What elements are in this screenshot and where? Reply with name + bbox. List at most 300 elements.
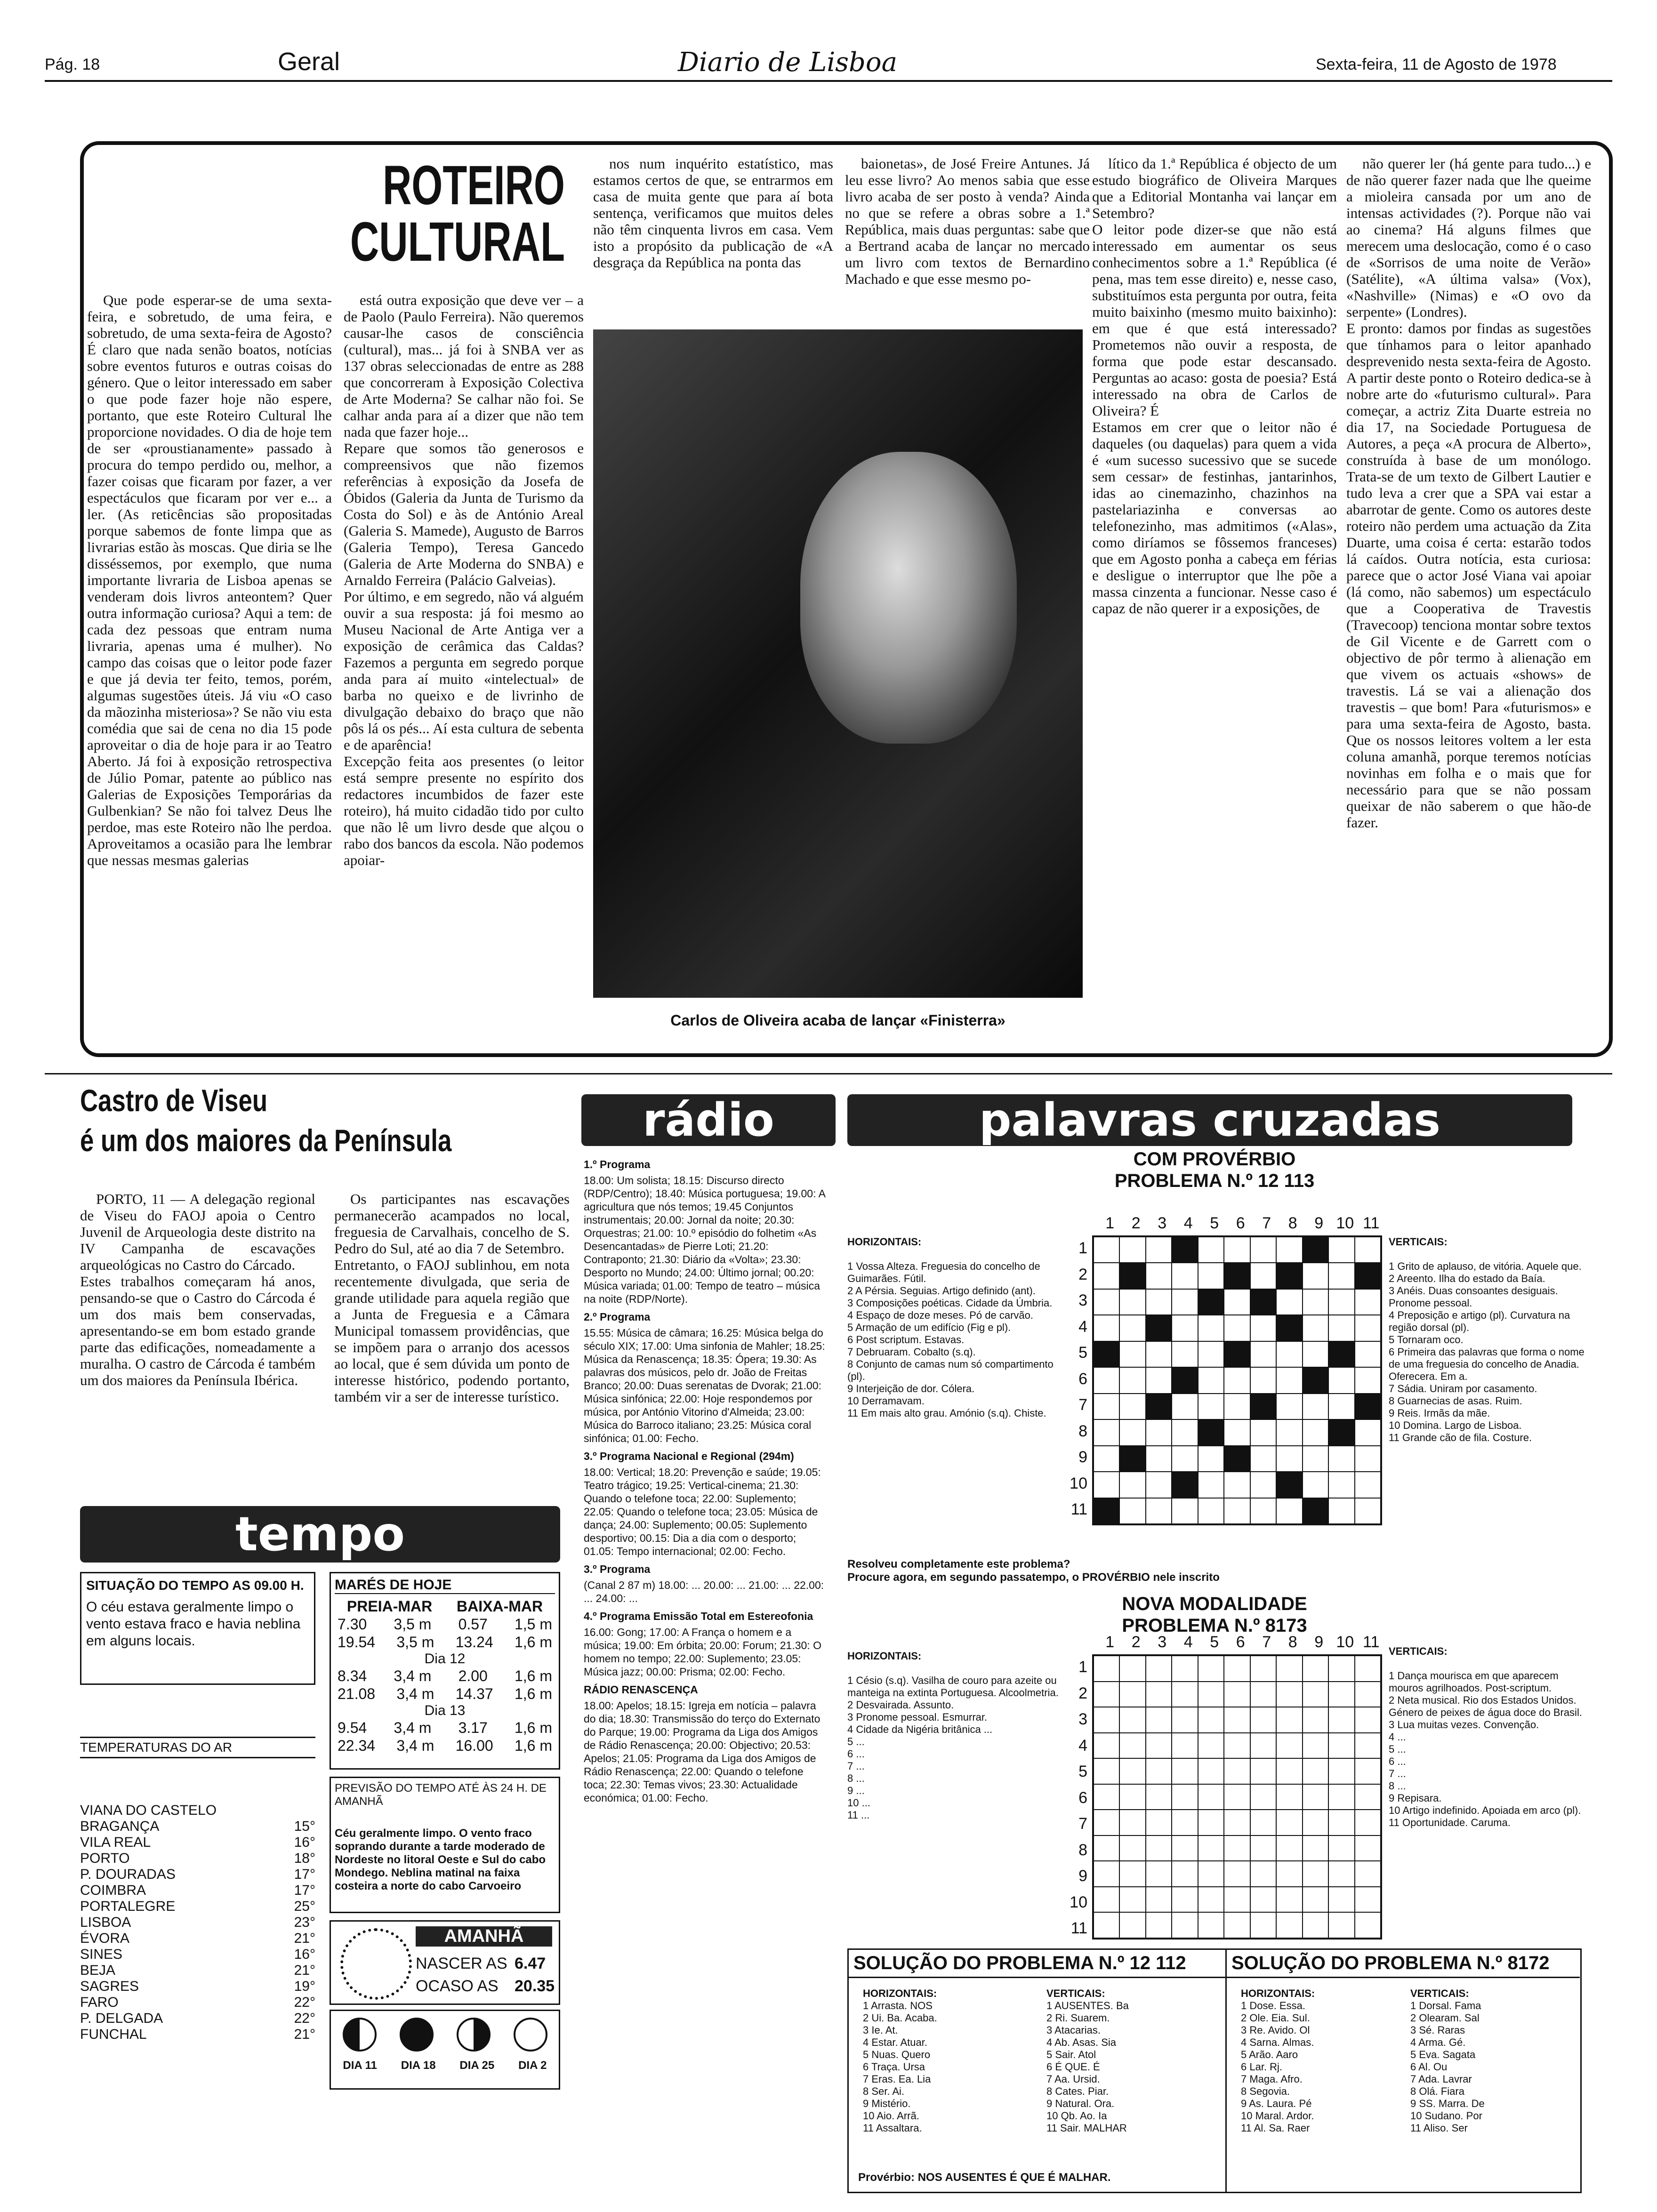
grid-cell[interactable] bbox=[1198, 1367, 1224, 1393]
grid-cell[interactable] bbox=[1250, 1472, 1276, 1498]
grid-cell[interactable] bbox=[1146, 1656, 1172, 1682]
grid-cell[interactable] bbox=[1250, 1810, 1276, 1835]
grid-cell[interactable] bbox=[1303, 1656, 1328, 1682]
crossword-grid-2[interactable] bbox=[1092, 1654, 1382, 1940]
temperature-place: FARO bbox=[80, 1995, 119, 2010]
grid-cell[interactable] bbox=[1224, 1656, 1250, 1682]
grid-cell[interactable] bbox=[1250, 1315, 1276, 1341]
temperature-place: PORTO bbox=[80, 1851, 130, 1866]
grid-cell[interactable] bbox=[1172, 1446, 1198, 1472]
grid-cell[interactable] bbox=[1119, 1682, 1145, 1707]
grid-cell[interactable] bbox=[1146, 1733, 1172, 1759]
grid-cell[interactable] bbox=[1355, 1446, 1381, 1472]
grid-cell[interactable] bbox=[1119, 1656, 1145, 1682]
grid-cell[interactable] bbox=[1146, 1861, 1172, 1887]
grid-row-number: 10 bbox=[1070, 1893, 1087, 1911]
grid-cell[interactable] bbox=[1172, 1861, 1198, 1887]
grid-cell[interactable] bbox=[1094, 1263, 1119, 1289]
grid-cell[interactable] bbox=[1094, 1446, 1119, 1472]
grid-cell[interactable] bbox=[1328, 1656, 1354, 1682]
grid-column-number: 2 bbox=[1131, 1633, 1141, 1651]
grid-cell[interactable] bbox=[1328, 1237, 1354, 1263]
grid-black-cell bbox=[1276, 1263, 1302, 1289]
grid-cell[interactable] bbox=[1328, 1784, 1354, 1810]
grid-cell[interactable] bbox=[1250, 1446, 1276, 1472]
grid-cell[interactable] bbox=[1119, 1835, 1145, 1861]
grid-cell[interactable] bbox=[1303, 1289, 1328, 1315]
tide-value: 21.08 bbox=[338, 1685, 376, 1702]
temperature-place: SAGRES bbox=[80, 1979, 139, 1994]
grid-cell[interactable] bbox=[1094, 1758, 1119, 1784]
grid-cell[interactable] bbox=[1224, 1835, 1250, 1861]
grid-cell[interactable] bbox=[1328, 1315, 1354, 1341]
grid-cell[interactable] bbox=[1198, 1394, 1224, 1419]
grid-cell[interactable] bbox=[1146, 1419, 1172, 1445]
temperature-place: VILA REAL bbox=[80, 1835, 151, 1850]
grid-cell[interactable] bbox=[1146, 1367, 1172, 1393]
grid-cell[interactable] bbox=[1276, 1810, 1302, 1835]
grid-cell[interactable] bbox=[1119, 1733, 1145, 1759]
grid-cell[interactable] bbox=[1328, 1682, 1354, 1707]
temperature-place: SINES bbox=[80, 1947, 123, 1962]
grid-cell[interactable] bbox=[1224, 1733, 1250, 1759]
grid-cell[interactable] bbox=[1276, 1707, 1302, 1733]
grid-cell[interactable] bbox=[1355, 1784, 1381, 1810]
p1-row-numbers bbox=[1069, 1235, 1087, 1523]
grid-cell[interactable] bbox=[1303, 1758, 1328, 1784]
grid-cell[interactable] bbox=[1303, 1682, 1328, 1707]
grid-cell[interactable] bbox=[1303, 1912, 1328, 1938]
grid-cell[interactable] bbox=[1276, 1289, 1302, 1315]
grid-cell[interactable] bbox=[1172, 1315, 1198, 1341]
grid-cell[interactable] bbox=[1146, 1682, 1172, 1707]
grid-cell[interactable] bbox=[1250, 1656, 1276, 1682]
grid-cell[interactable] bbox=[1198, 1315, 1224, 1341]
tide-value: 3.17 bbox=[458, 1719, 488, 1736]
grid-cell[interactable] bbox=[1355, 1733, 1381, 1759]
grid-cell[interactable] bbox=[1224, 1394, 1250, 1419]
grid-cell[interactable] bbox=[1276, 1861, 1302, 1887]
grid-cell[interactable] bbox=[1355, 1498, 1381, 1524]
grid-cell[interactable] bbox=[1119, 1237, 1145, 1263]
grid-cell[interactable] bbox=[1119, 1315, 1145, 1341]
castro-title-2: é um dos maiores da Península bbox=[80, 1123, 452, 1158]
grid-cell[interactable] bbox=[1303, 1315, 1328, 1341]
grid-cell[interactable] bbox=[1119, 1498, 1145, 1524]
grid-cell[interactable] bbox=[1094, 1656, 1119, 1682]
grid-cell[interactable] bbox=[1328, 1289, 1354, 1315]
grid-cell[interactable] bbox=[1119, 1289, 1145, 1315]
grid-cell[interactable] bbox=[1146, 1912, 1172, 1938]
grid-cell[interactable] bbox=[1303, 1784, 1328, 1810]
grid-cell[interactable] bbox=[1355, 1341, 1381, 1367]
grid-cell[interactable] bbox=[1094, 1237, 1119, 1263]
grid-cell[interactable] bbox=[1250, 1341, 1276, 1367]
grid-row-number: 8 bbox=[1078, 1422, 1087, 1440]
grid-cell[interactable] bbox=[1094, 1835, 1119, 1861]
grid-cell[interactable] bbox=[1355, 1810, 1381, 1835]
grid-cell[interactable] bbox=[1172, 1758, 1198, 1784]
grid-cell[interactable] bbox=[1119, 1472, 1145, 1498]
grid-cell[interactable] bbox=[1303, 1394, 1328, 1419]
grid-cell[interactable] bbox=[1303, 1472, 1328, 1498]
grid-cell[interactable] bbox=[1146, 1289, 1172, 1315]
grid-cell[interactable] bbox=[1276, 1367, 1302, 1393]
grid-cell[interactable] bbox=[1172, 1707, 1198, 1733]
grid-cell[interactable] bbox=[1172, 1912, 1198, 1938]
grid-cell[interactable] bbox=[1172, 1394, 1198, 1419]
grid-cell[interactable] bbox=[1198, 1835, 1224, 1861]
temperature-place: P. DELGADA bbox=[80, 2011, 163, 2026]
radio-section-title: 3.º Programa Nacional e Regional (294m) bbox=[584, 1450, 794, 1462]
grid-cell[interactable] bbox=[1328, 1887, 1354, 1913]
grid-cell[interactable] bbox=[1276, 1835, 1302, 1861]
castro-title-1: Castro de Viseu bbox=[80, 1083, 268, 1118]
grid-cell[interactable] bbox=[1355, 1861, 1381, 1887]
amanha-label: AMANHÃ bbox=[416, 1926, 552, 1947]
grid-cell[interactable] bbox=[1328, 1810, 1354, 1835]
grid-cell[interactable] bbox=[1276, 1758, 1302, 1784]
grid-cell[interactable] bbox=[1303, 1419, 1328, 1445]
grid-cell[interactable] bbox=[1328, 1446, 1354, 1472]
grid-cell[interactable] bbox=[1119, 1367, 1145, 1393]
temperature-value: 17° bbox=[294, 1867, 315, 1882]
grid-cell[interactable] bbox=[1224, 1784, 1250, 1810]
grid-cell[interactable] bbox=[1198, 1758, 1224, 1784]
grid-cell[interactable] bbox=[1146, 1341, 1172, 1367]
grid-row-number: 6 bbox=[1078, 1788, 1087, 1807]
grid-cell[interactable] bbox=[1172, 1733, 1198, 1759]
p2-title: PROBLEMA N.º 8173 bbox=[1122, 1615, 1307, 1636]
grid-cell[interactable] bbox=[1146, 1237, 1172, 1263]
grid-cell[interactable] bbox=[1355, 1419, 1381, 1445]
grid-cell[interactable] bbox=[1146, 1810, 1172, 1835]
grid-column-number: 10 bbox=[1336, 1633, 1354, 1651]
grid-cell[interactable] bbox=[1355, 1912, 1381, 1938]
grid-row-number: 4 bbox=[1078, 1736, 1087, 1755]
grid-cell[interactable] bbox=[1276, 1419, 1302, 1445]
grid-cell[interactable] bbox=[1250, 1733, 1276, 1759]
grid-cell[interactable] bbox=[1119, 1784, 1145, 1810]
grid-cell[interactable] bbox=[1224, 1912, 1250, 1938]
grid-cell[interactable] bbox=[1094, 1707, 1119, 1733]
tide-value: 1,6 m bbox=[514, 1667, 552, 1684]
grid-cell[interactable] bbox=[1094, 1472, 1119, 1498]
grid-cell[interactable] bbox=[1303, 1263, 1328, 1289]
grid-row-number: 1 bbox=[1078, 1239, 1087, 1257]
grid-cell[interactable] bbox=[1198, 1341, 1224, 1367]
grid-cell[interactable] bbox=[1224, 1682, 1250, 1707]
grid-cell[interactable] bbox=[1355, 1656, 1381, 1682]
tide-row bbox=[335, 1667, 555, 1685]
grid-cell[interactable] bbox=[1224, 1472, 1250, 1498]
grid-cell[interactable] bbox=[1172, 1289, 1198, 1315]
grid-cell[interactable] bbox=[1094, 1912, 1119, 1938]
crossword-grid-1[interactable] bbox=[1092, 1235, 1382, 1525]
p2-col-numbers bbox=[1097, 1633, 1426, 1651]
grid-cell[interactable] bbox=[1119, 1887, 1145, 1913]
radio-section-text: 16.00: Gong; 17.00: A França o homem e a música; 19.00: Em órbita; 20.00: Forum; 21.30: O homem no tempo; 22.00: Suplemento; 23.05: Música jazz; 00.00: Prisma; 02.00: Fecho. bbox=[584, 1626, 821, 1678]
grid-cell[interactable] bbox=[1224, 1887, 1250, 1913]
grid-cell[interactable] bbox=[1250, 1861, 1276, 1887]
temperature-row bbox=[80, 2011, 315, 2027]
grid-cell[interactable] bbox=[1198, 1237, 1224, 1263]
grid-cell[interactable] bbox=[1355, 1289, 1381, 1315]
grid-cell[interactable] bbox=[1303, 1861, 1328, 1887]
grid-cell[interactable] bbox=[1198, 1263, 1224, 1289]
grid-cell[interactable] bbox=[1303, 1341, 1328, 1367]
temperature-value: 15° bbox=[294, 1819, 315, 1834]
grid-cell[interactable] bbox=[1328, 1707, 1354, 1733]
grid-cell[interactable] bbox=[1224, 1315, 1250, 1341]
grid-cell[interactable] bbox=[1276, 1887, 1302, 1913]
grid-cell[interactable] bbox=[1224, 1367, 1250, 1393]
grid-cell[interactable] bbox=[1198, 1446, 1224, 1472]
grid-cell[interactable] bbox=[1094, 1733, 1119, 1759]
tide-value: 1,6 m bbox=[514, 1737, 552, 1754]
temperature-place: PORTALEGRE bbox=[80, 1899, 176, 1914]
grid-cell[interactable] bbox=[1250, 1367, 1276, 1393]
grid-cell[interactable] bbox=[1328, 1498, 1354, 1524]
grid-cell[interactable] bbox=[1276, 1912, 1302, 1938]
grid-cell[interactable] bbox=[1198, 1810, 1224, 1835]
previsao-title: PREVISÃO DO TEMPO ATÉ ÀS 24 H. DE AMANHÃ bbox=[335, 1782, 547, 1808]
p2-row-numbers bbox=[1069, 1654, 1087, 1942]
grid-cell[interactable] bbox=[1276, 1733, 1302, 1759]
radio-section-title: 2.º Programa bbox=[584, 1311, 651, 1323]
castro-col-1: PORTO, 11 — A delegação regional de Viseu do FAOJ apoia o Centro Juvenil de Arqueologia deste distrito na IV Campanha de escavações arqueológicas no Castro do Cárcado. Estes trabalhos começaram há anos, pensando-se que o Castro do Cárcoda é um dos mais bem conservadas, apresentando-se em bom estado grande parte das edificações, nomeadamente a muralha. O castro de Cárcoda é também um dos maiores da Península Ibérica. bbox=[80, 1191, 315, 1388]
grid-cell[interactable] bbox=[1328, 1861, 1354, 1887]
grid-cell[interactable] bbox=[1328, 1263, 1354, 1289]
radio-section-text: 18.00: Apelos; 18.15: Igreja em notícia – palavra do dia; 18.30: Transmissão do terço do Externato do Parque; 19.00: Programa da Liga dos Amigos de Rádio Renascença; 20.00: Objectivo; 20.53: Apelos; 21.05: Programa da Liga dos Amigos de Rádio Renascença; 22.00: Quando o telefone toca; 22.30: Temas vivos; 23.30: Actualidade económica; 01.00: Fecho. bbox=[584, 1699, 820, 1804]
radio-section-text: 18.00: Vertical; 18.20: Prevenção e saúde; 19.05: Teatro trágico; 19.25: Vertical-cinema; 21.30: Quando o telefone toca; 22.00: Suplemento; 22.05: Quando o telefone toca; 23.05: Música de dança; 24.00: Suplemento; 00.05: Suplemento desportivo; 00.15: Dia a dia com o desporto; 01.05: Tempo internacional; 02.00: Fecho. bbox=[584, 1466, 821, 1557]
grid-cell[interactable] bbox=[1328, 1394, 1354, 1419]
grid-cell[interactable] bbox=[1198, 1733, 1224, 1759]
grid-cell[interactable] bbox=[1198, 1707, 1224, 1733]
grid-cell[interactable] bbox=[1250, 1887, 1276, 1913]
grid-cell[interactable] bbox=[1119, 1758, 1145, 1784]
grid-cell[interactable] bbox=[1119, 1707, 1145, 1733]
tide-value: 2.00 bbox=[458, 1667, 488, 1684]
grid-cell[interactable] bbox=[1119, 1861, 1145, 1887]
grid-cell[interactable] bbox=[1172, 1341, 1198, 1367]
grid-cell[interactable] bbox=[1146, 1887, 1172, 1913]
situacao-box bbox=[80, 1572, 315, 1685]
grid-cell[interactable] bbox=[1146, 1707, 1172, 1733]
grid-cell[interactable] bbox=[1172, 1263, 1198, 1289]
grid-cell[interactable] bbox=[1355, 1707, 1381, 1733]
radio-listing bbox=[584, 1153, 828, 2203]
moon-day-label: DIA 18 bbox=[401, 2059, 436, 2072]
grid-cell[interactable] bbox=[1094, 1861, 1119, 1887]
grid-cell[interactable] bbox=[1250, 1835, 1276, 1861]
grid-cell[interactable] bbox=[1224, 1707, 1250, 1733]
grid-cell[interactable] bbox=[1094, 1419, 1119, 1445]
grid-cell[interactable] bbox=[1250, 1758, 1276, 1784]
grid-cell[interactable] bbox=[1303, 1810, 1328, 1835]
grid-cell[interactable] bbox=[1224, 1498, 1250, 1524]
grid-cell[interactable] bbox=[1094, 1289, 1119, 1315]
temperature-place: P. DOURADAS bbox=[80, 1867, 176, 1882]
grid-cell[interactable] bbox=[1250, 1237, 1276, 1263]
grid-cell[interactable] bbox=[1276, 1237, 1302, 1263]
grid-cell[interactable] bbox=[1119, 1419, 1145, 1445]
grid-cell[interactable] bbox=[1198, 1656, 1224, 1682]
temperature-value: 19° bbox=[294, 1979, 315, 1994]
grid-cell[interactable] bbox=[1094, 1315, 1119, 1341]
grid-black-cell bbox=[1303, 1498, 1328, 1524]
grid-cell[interactable] bbox=[1303, 1733, 1328, 1759]
tide-row bbox=[335, 1685, 555, 1703]
grid-cell[interactable] bbox=[1276, 1784, 1302, 1810]
grid-cell[interactable] bbox=[1198, 1498, 1224, 1524]
temperature-value: 18° bbox=[294, 1851, 315, 1866]
tide-value: 1,5 m bbox=[514, 1616, 552, 1633]
grid-black-cell bbox=[1276, 1472, 1302, 1498]
grid-cell[interactable] bbox=[1276, 1446, 1302, 1472]
grid-cell[interactable] bbox=[1303, 1446, 1328, 1472]
grid-column-number: 11 bbox=[1363, 1633, 1380, 1651]
grid-cell[interactable] bbox=[1094, 1682, 1119, 1707]
grid-cell[interactable] bbox=[1355, 1472, 1381, 1498]
grid-cell[interactable] bbox=[1276, 1394, 1302, 1419]
grid-cell[interactable] bbox=[1328, 1472, 1354, 1498]
grid-column-number: 5 bbox=[1210, 1214, 1219, 1232]
grid-black-cell bbox=[1303, 1237, 1328, 1263]
temperature-row bbox=[80, 1899, 315, 1915]
grid-cell[interactable] bbox=[1355, 1315, 1381, 1341]
grid-cell[interactable] bbox=[1146, 1758, 1172, 1784]
grid-cell[interactable] bbox=[1250, 1784, 1276, 1810]
grid-cell[interactable] bbox=[1224, 1758, 1250, 1784]
grid-cell[interactable] bbox=[1198, 1472, 1224, 1498]
tide-value: 14.37 bbox=[455, 1685, 493, 1702]
grid-cell[interactable] bbox=[1146, 1472, 1172, 1498]
grid-cell[interactable] bbox=[1119, 1912, 1145, 1938]
grid-cell[interactable] bbox=[1146, 1263, 1172, 1289]
grid-cell[interactable] bbox=[1328, 1367, 1354, 1393]
grid-cell[interactable] bbox=[1146, 1835, 1172, 1861]
grid-cell[interactable] bbox=[1094, 1394, 1119, 1419]
grid-black-cell bbox=[1172, 1367, 1198, 1393]
grid-black-cell bbox=[1276, 1315, 1302, 1341]
grid-cell[interactable] bbox=[1198, 1682, 1224, 1707]
grid-cell[interactable] bbox=[1094, 1784, 1119, 1810]
radio-section-text: 18.00: Um solista; 18.15: Discurso directo (RDP/Centro); 18.40: Música portuguesa; 19.00: A agricultura que nós temos; 19.45 Conjuntos instrumentais; 20.00: Jornal da noite; 20.30: Orquestras; 21.00: 10.º episódio do folhetim «As Desencantadas» de Pierre Loti; 21.20: Contraponto; 21.30: Diário da «Volta»; 23.30: Desporto no Mundo; 24.00: Último jornal; 00.20: Música variada; 01.00: Tempo de teatro – música na noite (RDP/Norte). bbox=[584, 1174, 825, 1305]
grid-black-cell bbox=[1172, 1237, 1198, 1263]
grid-cell[interactable] bbox=[1328, 1733, 1354, 1759]
roteiro-col-5: lítico da 1.ª República é objecto de um estudo biográfico de Oliveira Marques que a Editorial Montanha vai lançar em Setembro? O leitor pode dizer-se que não está interessado em aumentar os seus conhecimentos sobre a 1.ª República (é pena, mas tem esse direito) e, nesse caso, substituímos esta pergunta por outra, feita muito baixinho (mesmo muito baixinho): em que é que está interessado? Prometemos não ouvir a resposta, de forma que pode estar descansado. Perguntas ao acaso: gosta de poesia? Está interessado na obra de Carlos de Oliveira? É Estamos em crer que o leitor não é daqueles (ou daquelas) para quem a vida é «um sucesso sucessivo que se sucede sem cessar» de festinhas, jantarinhos, idas ao cinemazinho, chazinhos na pastelariazinha e conversas ao telefonezinho, mas admitimos («Alas», como diríamos se fôssemos franceses) que em Agosto ponha a cabeça em férias e desligue o interruptor que lhe põe a massa cinzenta a funcionar. Nesse caso é capaz de não querer ir a exposições, de bbox=[1092, 155, 1337, 617]
photo-caption: Carlos de Oliveira acaba de lançar «Finisterra» bbox=[670, 1012, 1005, 1029]
grid-cell[interactable] bbox=[1250, 1682, 1276, 1707]
moon-phase-icon bbox=[514, 2018, 547, 2052]
grid-cell[interactable] bbox=[1172, 1498, 1198, 1524]
moon-day-label: DIA 25 bbox=[459, 2059, 495, 2072]
grid-cell[interactable] bbox=[1094, 1887, 1119, 1913]
grid-cell[interactable] bbox=[1198, 1861, 1224, 1887]
grid-cell[interactable] bbox=[1172, 1784, 1198, 1810]
temperature-row bbox=[80, 1995, 315, 2011]
grid-cell[interactable] bbox=[1224, 1237, 1250, 1263]
grid-cell[interactable] bbox=[1094, 1367, 1119, 1393]
grid-cell[interactable] bbox=[1328, 1835, 1354, 1861]
grid-column-number: 1 bbox=[1105, 1214, 1115, 1232]
grid-column-number: 3 bbox=[1158, 1214, 1167, 1232]
grid-cell[interactable] bbox=[1119, 1394, 1145, 1419]
tide-row bbox=[335, 1615, 555, 1633]
grid-cell[interactable] bbox=[1146, 1498, 1172, 1524]
grid-cell[interactable] bbox=[1250, 1707, 1276, 1733]
tide-value: 9.54 bbox=[338, 1719, 367, 1736]
grid-cell[interactable] bbox=[1355, 1367, 1381, 1393]
grid-cell[interactable] bbox=[1250, 1419, 1276, 1445]
grid-row-number: 2 bbox=[1078, 1265, 1087, 1283]
grid-cell[interactable] bbox=[1328, 1758, 1354, 1784]
mares-box bbox=[330, 1572, 560, 1770]
mares-title: MARÉS DE HOJE bbox=[335, 1577, 555, 1594]
grid-cell[interactable] bbox=[1198, 1887, 1224, 1913]
grid-cell[interactable] bbox=[1355, 1758, 1381, 1784]
grid-cell[interactable] bbox=[1328, 1912, 1354, 1938]
grid-cell[interactable] bbox=[1172, 1835, 1198, 1861]
grid-cell[interactable] bbox=[1224, 1810, 1250, 1835]
grid-cell[interactable] bbox=[1198, 1784, 1224, 1810]
grid-cell[interactable] bbox=[1119, 1810, 1145, 1835]
grid-cell[interactable] bbox=[1303, 1707, 1328, 1733]
roteiro-title-1: ROTEIRO bbox=[382, 154, 565, 216]
temperature-value: 21° bbox=[294, 2027, 315, 2042]
sun-icon bbox=[340, 1928, 412, 2000]
grid-cell[interactable] bbox=[1224, 1289, 1250, 1315]
grid-cell[interactable] bbox=[1276, 1498, 1302, 1524]
grid-cell[interactable] bbox=[1355, 1887, 1381, 1913]
grid-cell[interactable] bbox=[1276, 1341, 1302, 1367]
tide-value: 0.57 bbox=[458, 1616, 488, 1633]
grid-cell[interactable] bbox=[1276, 1656, 1302, 1682]
grid-cell[interactable] bbox=[1094, 1810, 1119, 1835]
grid-cell[interactable] bbox=[1172, 1419, 1198, 1445]
grid-black-cell bbox=[1119, 1446, 1145, 1472]
p2-verticais: VERTICAIS: 1 Dança mourisca em que aparecem mouros agrilhoados. Post-scriptum. 2 Neta musical. Rio dos Estados Unidos. Género de peixes de água doce do Brasil. 3 Lua muitas vezes. Convenção. 4 ... 5 ... 6 ... 7 ... 8 ... 9 Repisara. 10 Artigo indefinido. Apoiada em arco (pl). 11 Oportunidade. Caruma. bbox=[1389, 1645, 1582, 1828]
grid-cell[interactable] bbox=[1250, 1263, 1276, 1289]
grid-cell[interactable] bbox=[1250, 1912, 1276, 1938]
tide-day: Dia 12 bbox=[424, 1651, 466, 1667]
grid-cell[interactable] bbox=[1250, 1498, 1276, 1524]
roteiro-col-4: baionetas», de José Freire Antunes. Já leu esse livro? Ao menos sabia que esse livro acaba de ser posto à venda? Ainda no que se refere a obras sobre a 1.ª República, mais duas perguntas: sabe que a Bertrand acaba de lançar no mercado um livro com textos de Bernardino Machado e que esse mesmo po- bbox=[845, 155, 1090, 287]
p2-horizontais: HORIZONTAIS: 1 Césio (s.q). Vasilha de couro para azeite ou manteiga na extinta Portuguesa. Alcoolmetria. 2 Desvairada. Assunto. 3 Pronome pessoal. Esmurrar. 4 Cidade da Nigéria britânica ... 5 ... 6 ... 7 ... 8 ... 9 ... 10 ... 11 ... bbox=[847, 1650, 1059, 1821]
grid-cell[interactable] bbox=[1224, 1861, 1250, 1887]
grid-cell[interactable] bbox=[1172, 1887, 1198, 1913]
grid-cell[interactable] bbox=[1172, 1682, 1198, 1707]
moon-phase-icon bbox=[343, 2018, 377, 2052]
grid-cell[interactable] bbox=[1355, 1682, 1381, 1707]
grid-cell[interactable] bbox=[1276, 1682, 1302, 1707]
grid-cell[interactable] bbox=[1355, 1237, 1381, 1263]
grid-cell[interactable] bbox=[1198, 1912, 1224, 1938]
grid-cell[interactable] bbox=[1146, 1446, 1172, 1472]
grid-black-cell bbox=[1224, 1263, 1250, 1289]
grid-cell[interactable] bbox=[1355, 1835, 1381, 1861]
temperature-row bbox=[80, 1963, 315, 1979]
grid-cell[interactable] bbox=[1172, 1810, 1198, 1835]
grid-cell[interactable] bbox=[1303, 1887, 1328, 1913]
previsao-text: Céu geralmente limpo. O vento fraco soprando durante a tarde moderado de Nordeste no litoral Oeste e Sul do cabo Mondego. Neblina matinal na faixa costeira a norte do cabo Carvoeiro bbox=[335, 1827, 546, 1892]
grid-cell[interactable] bbox=[1303, 1835, 1328, 1861]
grid-cell[interactable] bbox=[1172, 1656, 1198, 1682]
grid-cell[interactable] bbox=[1146, 1784, 1172, 1810]
grid-cell[interactable] bbox=[1119, 1341, 1145, 1367]
grid-cell[interactable] bbox=[1224, 1419, 1250, 1445]
